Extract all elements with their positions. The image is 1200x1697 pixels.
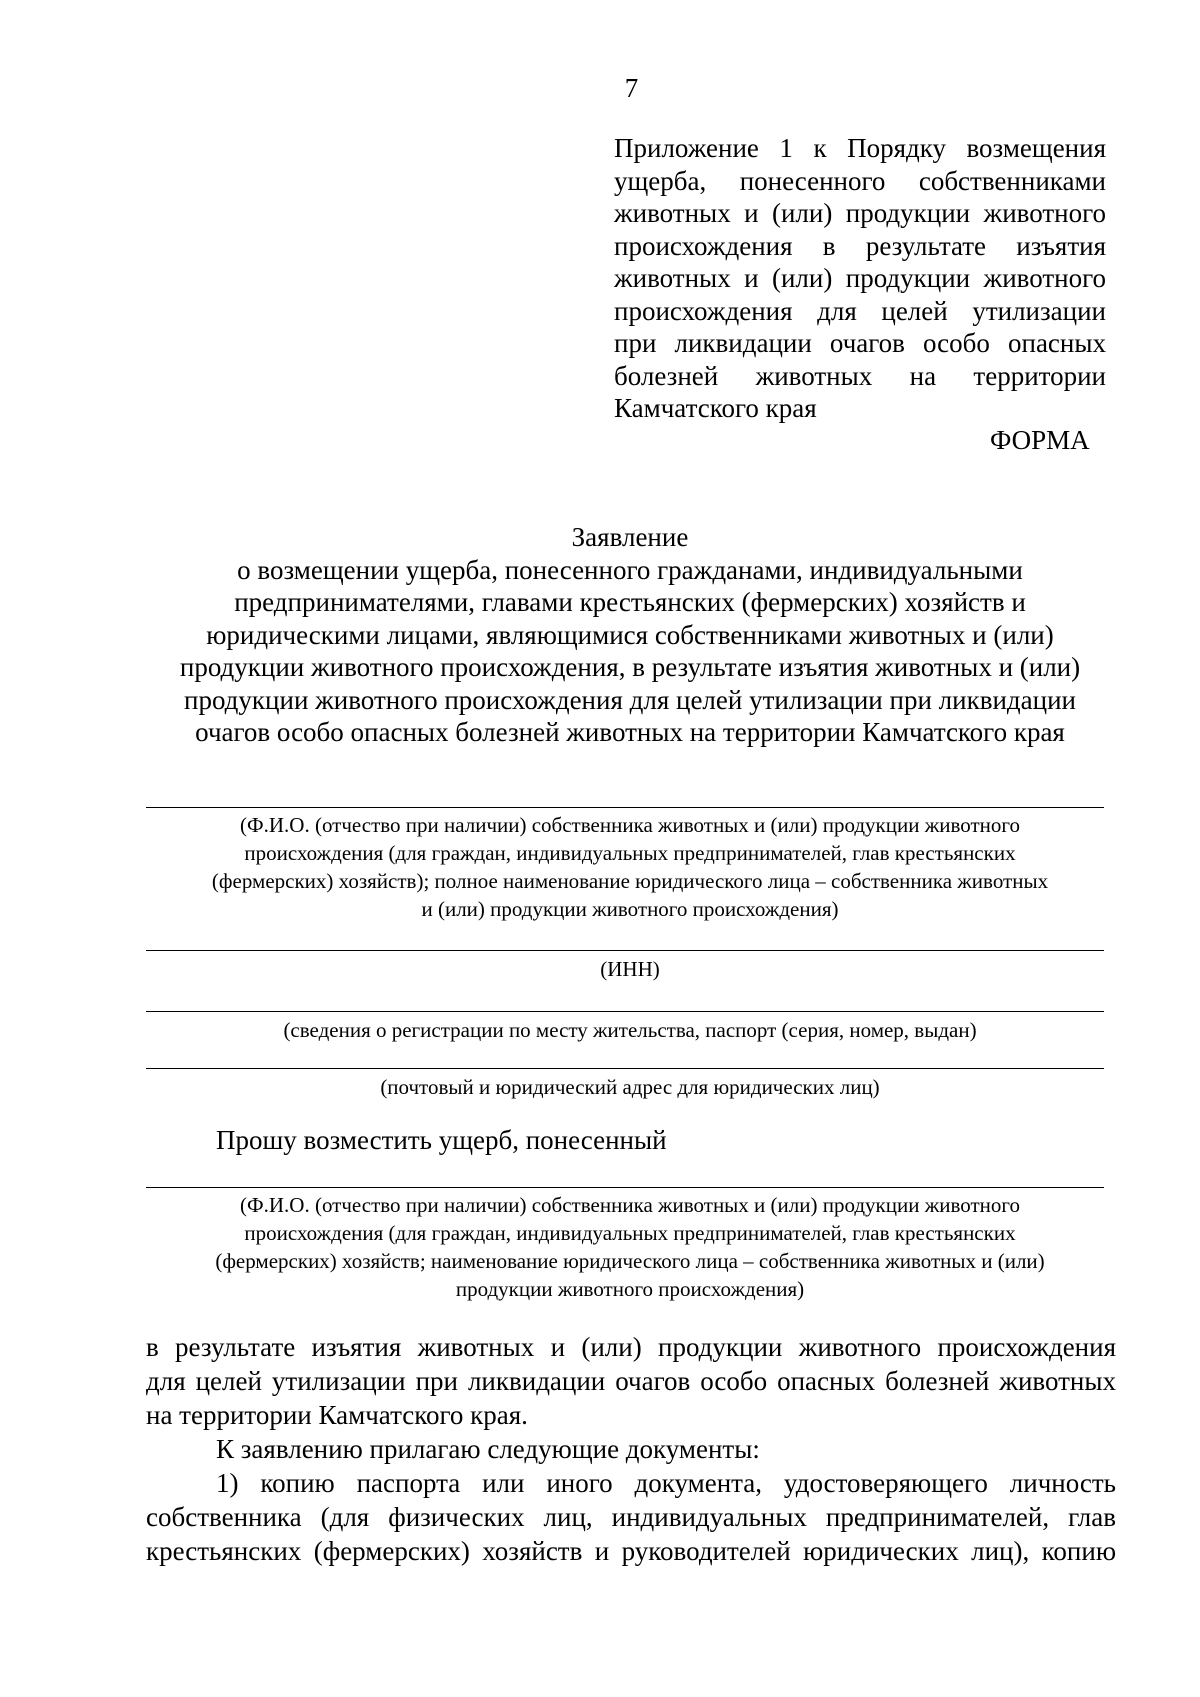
title-line: предпринимателями, главами крестьянских (фермерских) хозяйств и (234, 587, 1026, 617)
document-title (100, 521, 1160, 749)
result-paragraph (146, 1330, 1116, 1568)
request-text: Прошу возместить ущерб, понесенный (216, 1125, 667, 1155)
appendix-line: при ликвидации очагов особо опасных (614, 328, 1106, 358)
caption-line: происхождения (для граждан, индивидуальных предпринимателей, глав крестьянских (244, 1221, 1016, 1245)
page-number: 7 (624, 73, 639, 103)
caption-line: (почтовый и юридический адрес для юридических лиц) (380, 1075, 880, 1099)
title-line: продукции животного происхождения, в результате изъятия животных и (или) (179, 652, 1081, 682)
title-heading: Заявление (571, 522, 689, 552)
registration-field-line[interactable] (146, 1011, 1104, 1012)
caption-line: продукции животного происхождения) (455, 1277, 805, 1301)
caption-line: (ИНН) (600, 957, 660, 981)
caption-line: (фермерских) хозяйств; наименование юридического лица – собственника животных и (или) (215, 1249, 1045, 1273)
appendix-line: болезней животных на территории (614, 360, 1106, 391)
title-line: очагов особо опасных болезней животных на территории Камчатского края (195, 717, 1065, 747)
appendix-line: происхождения для целей утилизации (614, 295, 1106, 326)
appendix-line: ущерба, понесенного собственниками (614, 165, 1106, 196)
paragraph-line: собственника (для физических лиц, индивидуальных предпринимателей, глав (146, 1502, 1116, 1532)
address-field-line[interactable] (146, 1068, 1104, 1069)
caption-line: происхождения (для граждан, индивидуальных предпринимателей, глав крестьянских (244, 841, 1016, 865)
damaged-party-field-line[interactable] (146, 1187, 1104, 1188)
damaged-party-caption (100, 1191, 1160, 1303)
owner-name-caption (100, 811, 1160, 923)
appendix-line: животных и (или) продукции животного (614, 198, 1106, 228)
form-label: ФОРМА (990, 425, 1090, 455)
caption-line: (Ф.И.О. (отчество при наличии) собственника животных и (или) продукции животного (240, 1193, 1020, 1217)
caption-line: (Ф.И.О. (отчество при наличии) собственника животных и (или) продукции животного (240, 813, 1020, 837)
caption-line: и (или) продукции животного происхождения) (421, 897, 839, 921)
appendix-reference (614, 132, 1106, 425)
title-line: юридическими лицами, являющимися собственниками животных и (или) (206, 619, 1054, 650)
attachment-item-1: 1) копию паспорта или иного документа, удостоверяющего личность (216, 1468, 1116, 1498)
address-caption (100, 1073, 1160, 1101)
registration-caption (100, 1016, 1160, 1044)
paragraph-line: в результате изъятия животных и (или) продукции животного происхождения (146, 1332, 1116, 1362)
appendix-line: животных и (или) продукции животного (614, 263, 1106, 293)
appendix-line: происхождения в результате изъятия (614, 230, 1106, 261)
paragraph-line: для целей утилизации при ликвидации очагов особо опасных болезней животных (146, 1366, 1116, 1396)
caption-line: (сведения о регистрации по месту жительства, паспорт (серия, номер, выдан) (283, 1018, 977, 1042)
attachments-intro: К заявлению прилагаю следующие документы: (216, 1434, 760, 1464)
caption-line: (фермерских) хозяйств); полное наименование юридического лица – собственника животных (211, 869, 1049, 893)
paragraph-line: на территории Камчатского края. (146, 1400, 528, 1430)
inn-field-line[interactable] (146, 950, 1104, 951)
appendix-line: Приложение 1 к Порядку возмещения (614, 133, 1106, 163)
paragraph-line: крестьянских (фермерских) хозяйств и руководителей юридических лиц), копию (146, 1536, 1116, 1566)
appendix-line: Камчатского края (614, 393, 817, 423)
title-line: продукции животного происхождения для целей утилизации при ликвидации (184, 684, 1076, 715)
inn-caption (100, 955, 1160, 983)
title-line: о возмещении ущерба, понесенного гражданами, индивидуальными (237, 554, 1023, 585)
owner-name-field-line[interactable] (146, 807, 1104, 808)
